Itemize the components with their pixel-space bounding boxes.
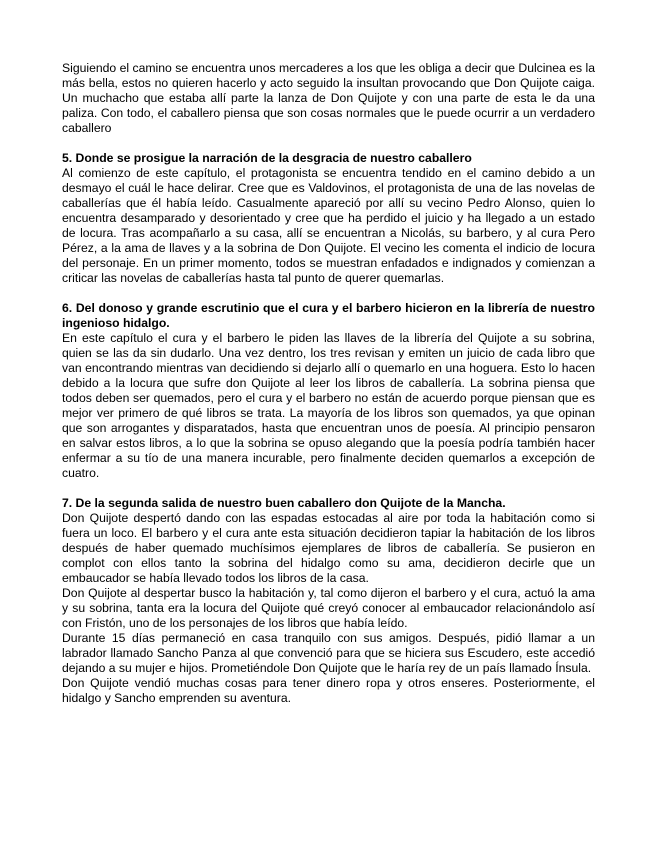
intro-paragraph: Siguiendo el camino se encuentra unos mercaderes a los que les obliga a decir que Dulcinea es la más bella, estos no quieren hacerlo y acto seguido la insultan provocando que Don Quijote caiga. Un muchacho que estaba allí parte la lanza de Don Quijote y con una parte de esta le da una paliza. Con todo, el caballero piensa que son cosas normales que le puede ocurrir a un verdadero caballero — [62, 61, 595, 135]
chapter-7-paragraph-1: Don Quijote despertó dando con las espadas estocadas al aire por toda la habitación como si fuera un loco. El barbero y el cura ante esta situación decidieron tapiar la habitación de los libros después de haber quemado muchísimos ejemplares de libros de caballería. Se pusieron en complot con ellos tanto la sobrina del hidalgo como su ama, decidieron decirle que un embaucador se había llevado todos los libros de la casa. — [62, 511, 595, 585]
intro-section — [62, 61, 595, 136]
chapter-5-paragraph: Al comienzo de este capítulo, el protagonista se encuentra tendido en el camino debido a un desmayo el cuál le hace delirar. Cree que es Valdovinos, el protagonista de una de las novelas de caballerías que él había leído. Casualmente apareció por allí su vecino Pedro Alonso, quien lo encuentra desamparado y desorientado y cree que ha perdido el juicio y ha llegado a un estado de locura. Tras acompañarlo a su casa, allí se encuentran a Nicolás, su barbero, y al cura Pero Pérez, a la ama de llaves y a la sobrina de Don Quijote. El vecino les comenta el indicio de locura del personaje. En un primer momento, todos se muestran enfadados e indignados y comienzan a criticar las novelas de caballerías hasta tal punto de querer quemarlas. — [62, 166, 595, 285]
chapter-7-section — [62, 496, 595, 706]
chapter-7-heading: 7. De la segunda salida de nuestro buen caballero don Quijote de la Mancha. — [62, 496, 506, 510]
chapter-5-section — [62, 151, 595, 286]
chapter-7-paragraph-4: Don Quijote vendió muchas cosas para tener dinero ropa y otros enseres. Posteriormente, el hidalgo y Sancho emprenden su aventura. — [62, 676, 595, 705]
chapter-7-paragraph-3: Durante 15 días permaneció en casa tranquilo con sus amigos. Después, pidió llamar a un labrador llamado Sancho Panza al que convenció para que se hiciera sus Escudero, este accedió dejando a su mujer e hijos. Prometiéndole Don Quijote que le haría rey de un país llamado Ínsula. — [62, 631, 595, 675]
chapter-5-heading: 5. Donde se prosigue la narración de la desgracia de nuestro caballero — [62, 151, 472, 165]
chapter-6-section — [62, 301, 595, 481]
chapter-6-heading: 6. Del donoso y grande escrutinio que el cura y el barbero hicieron en la librería de nuestro ingenioso hidalgo. — [62, 301, 595, 330]
document-page — [62, 61, 595, 706]
chapter-6-paragraph: En este capítulo el cura y el barbero le piden las llaves de la librería del Quijote a su sobrina, quien se las da sin dudarlo. Una vez dentro, los tres revisan y emiten un juicio de cada libro que van encontrando mientras van decidiendo si dejarlo allí o quemarlo en una hoguera. Esto lo hacen debido a la locura que sufre don Quijote al leer los libros de caballería. La sobrina piensa que todos deben ser quemados, pero el cura y el barbero no están de acuerdo porque piensan que es mejor ver primero de qué libros se trata. La mayoría de los libros son quemados, ya que opinan que son arrogantes y disparatados, hasta que encuentran unos de poesía. Al principio pensaron en salvar estos libros, a lo que la sobrina se opuso alegando que la poesía podría también hacer enfermar a su tío de una manera incurable, pero finalmente deciden quemarlos a excepción de cuatro. — [62, 331, 595, 480]
chapter-7-paragraph-2: Don Quijote al despertar busco la habitación y, tal como dijeron el barbero y el cura, actuó la ama y su sobrina, tanta era la locura del Quijote qué creyó conocer al embaucador relacionándolo así con Fristón, uno de los personajes de los libros que había leído. — [62, 586, 595, 630]
